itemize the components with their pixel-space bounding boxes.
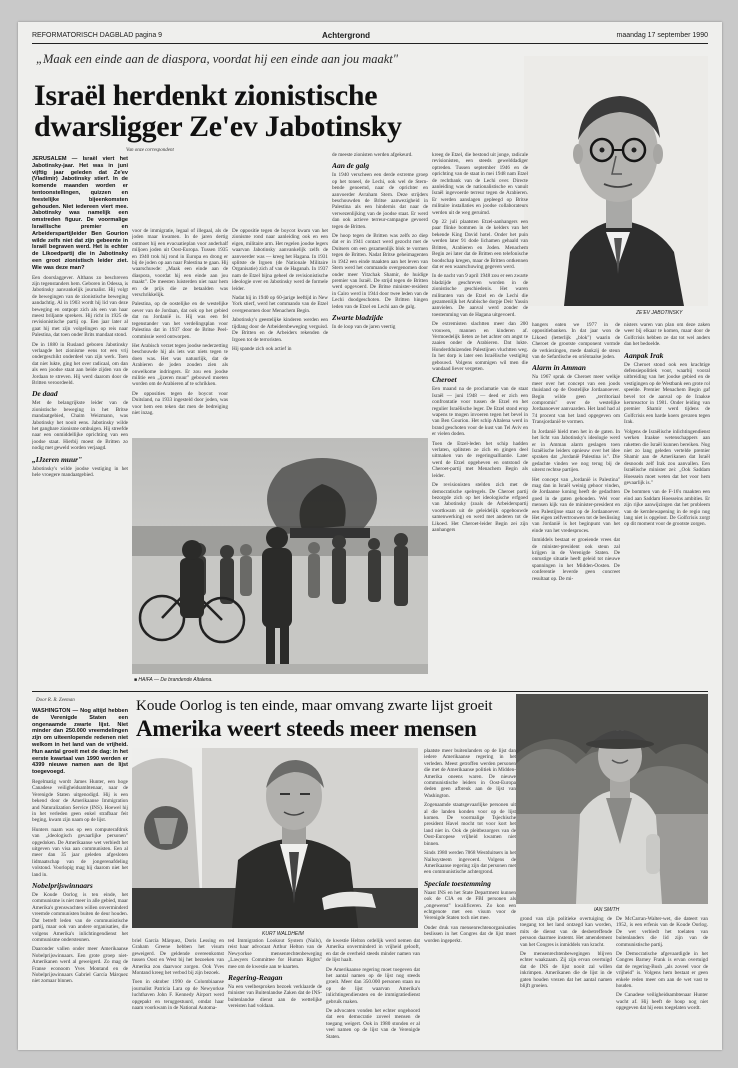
- article2-paragraph: Toen in oktober 1990 de Colombiaanse journalist Patricia Lara op de Newyorkse luchthaven John F. Kennedy Airport werd opgepakt en teruggestuurd, omdat haar naam voorkwam in de National Automa-: [132, 979, 224, 1012]
- article1-quote: „Maak een einde aan de diaspora, voordat hij een einde aan jou maakt": [36, 52, 399, 66]
- article2-column-5: [424, 748, 516, 1042]
- article1-paragraph: Het Arabisch verzet tegen joodse nederzetting beschouwde hij als iets wat niets tegen te doen was. Het was natuurlijk, dat de Arabieren de joden zouden zien als onwelkome indringers. Er zou een joodse militie een „ijzeren muur" gebouwd moeten worden om de Arabieren af te schrikken.: [132, 342, 228, 388]
- article2-paragraph: Na een veelbesproken bezoek verklaarde de minister van Buitenlandse Zaken dat de INS-buitenlandse dienst aan de wettelijke vereisten had voldaan.: [228, 984, 322, 1010]
- article1-subheading: Aanpak Irak: [624, 350, 664, 360]
- article1-column-5: [432, 152, 528, 690]
- ian-smith-photo: [516, 694, 708, 904]
- article1-subheading: Zwarte bladzijde: [332, 312, 384, 322]
- article1-paragraph: voor de immigratie, legaal of illegaal, als de joden maar kwamen. In de jaren dertig ontmoet hij een evacuatieplan voor anderhalf miljoen joden uit Oost-Europa. Tussen 1935 en 1940 trok hij rond in Europa en drong er bij de joden op aan naar Palestina te gaan. Hij waarschuwde: „Maak een einde aan de diaspora, voordat hij een einde aan jou maakt". De meesten luisterden niet naar hem en de prijs die ze betaalden was verschrikkelijk.: [132, 228, 228, 299]
- article1-paragraph: De extremisten slachtten meer dan 200 vrouwen, mannen en kinderen af. Vermoedelijk lieten ze het achter om angst te zaaien onder de Arabieren. Dat lukte. Honderdduizenden Palestijnen vluchtten weg. In het dorp is later een Israëlische vestiging gebouwd. Volgens sommigen wil men die wandaad liever vergeten.: [432, 321, 528, 372]
- article1-paragraph: Een doorslaggever. Althans zo beschreven zijn tegenstanders hem. Geboren in Odessa, is Jabotinsky aanvankelijk journalist. Hij volgt de bewegingen van de zionistische beweging aandachtig. Al in 1903 wordt hij lid van deze beweging en ontpopt zich als een van haar meest briljante sprekers. Hij richt in 1925 de revisionistische partij op. Een jaar later al gaat hij met zijn volgelingen op reis naar Palestina, dat toen onder Brits mandaat stond.: [32, 274, 128, 339]
- article2-paragraph: De advocaten vonden het echter ongehoord dat een democratie zoveel mensen de toegang weigert. Ook in 1980 stonden er al veel namen op de lijst van de Verenigde Staten.: [326, 1008, 420, 1040]
- article1-paragraph: In de nacht van 9 april 1948 zou er een zwarte bladzijde geschreven worden in de zionistische geschiedenis. Het waren militanten van de Etzel en de Lechi die gezamenlijk het Arabische dorpje Deir Yassin aanvielen. De aanval werd zonder de toestemming van de Hagana uitgevoerd.: [432, 273, 528, 318]
- article2-column-1: [32, 708, 128, 1042]
- article2-subheading: Regering-Reagan: [228, 973, 283, 983]
- article1-byline: Van onze correspondent: [126, 148, 174, 153]
- article1-paragraph: De opposities tegen de boycot voor Duitsland, na 1933 ingesteld door joden, was voor hem een teken dat men de bedreiging niet inzag.: [132, 390, 228, 416]
- article1-paragraph: De hoop tegen de Britten was zelfs zo diep dat er in 1941 contact werd gezocht met de Duitsers om een gezamenlijk blok te vormen tegen de Britten. Nadat Britse geheimagenten in 1942 een einde maakten aan het leven van Stern werd het commando overgenomen door onder meer Yitzchak Shamir, de huidige premier van Israël. De strijd tegen de Britten werd opgevoerd. De Britse minister-resident in Cairo werd in 1944 door twee leden van de Lechi doodgeschoten. De Britten hingen leden van de Etzel en Lechi aan de galg.: [332, 233, 428, 310]
- section-name: Achtergrond: [322, 31, 370, 40]
- article1-column-6: [532, 322, 620, 690]
- article1-paragraph: De bommen van de F-16's maakten een eind aan Saddam Hoesseins ambities. Er zijn rijke aanwijzingen dat het probleem van de kernbewapening in de regio nog lang niet is opgelost. De Golfcrisis zorgt op dit moment voor de grootste zorgen.: [624, 489, 710, 528]
- article2-paragraph: Regelmatig wordt James Hunter, een hoge Canadese veiligheidsambtenaar, naar de Verenigde Staten uitgenodigd. Hij is een bekend door de Amerikaanse Immigration and Naturalization Service (INS). Hoewel hij in het verleden geen enkel strafbaar feit beging, kwam zijn naam op de lijst.: [32, 778, 128, 824]
- article2-paragraph: De Koude Oorlog is ten einde, het communisme is niet meer in alle gebied, maar Amerika's grenswachten willen onverminderd vreemde communisten buiten de deur houden. Dat betreft leden van de communistische partij, maar ook van andere organisaties, die volgens Amerika's inlichtingendienst het communisme ondersteunen.: [32, 892, 128, 943]
- article1-paragraph: Nadat hij in 1940 op 60-jarige leeftijd in New York stierf, werd het commando van de Etzel overgenomen door Menachem Begin.: [232, 295, 328, 314]
- article2-paragraph: grond van zijn politieke overtuiging de toegang tot het land ontzegd kan worden, mits de dienst van de desbetreffende persoon daarmee instemt. Het amendement van het Congres is inmiddels van kracht.: [520, 916, 612, 948]
- article2-paragraph: Naast INS en het State Department kunnen ook de CIA en de FBI personen als „ongewenst" kwalificeren. Zo kon een echtgenote met een visum voor de Verenigde Staten toch niet mee.: [424, 889, 516, 922]
- article2-column-2: [132, 938, 224, 1042]
- article2-byline: Door R. R. Zeeman: [36, 698, 75, 703]
- article1-paragraph: de meeste zionisten werden afgekeurd.: [332, 152, 413, 158]
- article1-paragraph: In de loop van de jaren veertig: [332, 323, 396, 330]
- article1-column-3: [232, 228, 328, 434]
- article1-subheading: Aan de galg: [332, 161, 370, 171]
- article2-paragraph: De Amerikaanse regering moet toegeven dat het aantal namen op de lijst nog steeds groeit. Meer dan 350.000 personen staan nu op de lijst waarvan Amerika's inlichtingendiensten en de immigratiedienst gebruik maken.: [326, 966, 420, 1005]
- article1-headline: Israël herdenkt zionistische dwarsligger Ze'ev Jabotinsky: [34, 79, 402, 143]
- article2-subheading: Nobelprijswinnaars: [32, 881, 93, 891]
- article2-subheading: Speciale toestemming: [424, 878, 491, 888]
- article1-paragraph: Jabotinsky's wilde joodse vestiging in het hele vroegere mandaatgebied.: [32, 465, 128, 479]
- article2-column-7: [616, 916, 708, 1042]
- article2-paragraph: Daaronder vallen onder meer Amerikaanse Nobelprijswinnaars. Een grote groep niet-Amerikanen werd al geweigerd. Zo mag de Franse econoom Yves Montand en de Nobelprijswinnaars Gabriel García Márquez niet zomaar binnen.: [32, 946, 128, 985]
- waldheim-caption: KURT WALDHEIM: [262, 931, 304, 937]
- article1-subheading: De daad: [32, 389, 58, 399]
- article1-paragraph: Hij spande zich ook actief in: [232, 345, 292, 352]
- waldheim-photo: [132, 748, 418, 928]
- article1-column-7: [624, 322, 710, 690]
- article1-paragraph: De Cheroet stond ook een krachtige defensiepolitiek voor, waarbij vooral uitbreiding van het joodse gebied en de vestigingen op de Westbank een grote rol speelde. Premier Menachem Begin gaf bevel tot de aanval op de Iraakse kernreactor in 1981. Onder leiding van premier Shamir werd tijdens de Golfcrisis een harde koers gevaren tegen Irak.: [624, 361, 710, 426]
- article1-paragraph: Toen de Etzel-leden het schip hadden verlaten, splitsten ze zich en gingen deel uitmaken van de regeringsalliantie. Later werd de Etzel opgeheven en ontstond de Cheroet-partij met Menachem Begin als leider.: [432, 440, 528, 479]
- article1-paragraph: Een maand na de proclamatie van de staat Israël — juni 1948 — deed er zich een confrontatie voor tussen de Etzel en het regulier Israëlische leger. De Etzel stond erop wapens te mogen invoeren tegen het bevel in van Ben Gourion. Het schip Altalena werd in brand geschoten voor de kust van Tel Aviv en er vielen doden.: [432, 386, 528, 438]
- article2-lead: WASHINGTON — Nog altijd hebben de Verenigde Staten een ongenaamde zwarte lijst. Niet minder dan 250.000 vreemdelingen zijn om uiteenlopende redenen niet welkom in het land van de vrijheid. Hun aantal groeit met de dag: in het eerste kwartaal van 1990 werden er 4399 nieuwe namen aan de lijst toegevoegd.: [32, 708, 128, 776]
- article2-headline-top: Koude Oorlog is ten einde, maar omvang zwarte lijst groeit: [136, 698, 493, 714]
- article1-paragraph: Op 22 juli plaatsten Etzel-aanhangers een paar flinke bommen in de kelders van het bekende King David hotel. Onder het puin werden later 91 dode lichamen gehaald van Britten, Arabieren en Joden. Menachem Begin zei later dat de Britten een telefonische boodschap kregen, maar de Britten ontkennen dat er een waarschuwing gegeven werd.: [432, 219, 528, 270]
- article1-paragraph: Met de belangrijkste leider van de zionistische beweging in het Britse mandaatgebied, Chaim Weizmann, was Jabotinsky het nooit eens. Jabotinsky wilde het gangbare zionisme ombuigen. Hij streefde naar een onmiddellijke oprichting van een joodse staat. Hierbij moest de Britten zo nodig met geweld worden verjaagd.: [32, 400, 128, 452]
- article1-subheading: Cheroet: [432, 375, 457, 385]
- article1-paragraph: nisters waren van plan om deze zaken weer bij elkaar te komen, maar door de Golfcrisis hebben ze dat tot wel anders dan het bedoelde.: [624, 322, 710, 348]
- article1-paragraph: Na 1967 sprak de Cheroet meer welkje meer over het concept van een joods thuisland op de Oostelijke Jordaanoever. Begin wilde geen „territoriaal compromis" over de westelijke Jordaanoever aanvaarden. Het land had al 74 procent van het land opgegeven om Transjordanië te vormen.: [532, 374, 620, 426]
- article-divider: [32, 691, 708, 692]
- article1-subheading: Alarm in Amman: [532, 363, 586, 373]
- article2-paragraph: De McCarran-Walter-wet, die dateert van 1952, is een erfenis van de Koude Oorlog. De wet verbiedt het toelaten van buitenlanders die lid zijn van de communistische partij.: [616, 916, 708, 948]
- altalena-caption: ■ HAIFA — De brandende Altalena.: [134, 677, 213, 683]
- article2-column-6: [520, 916, 612, 1042]
- article1-paragraph: In 1940 verscheen een derde extreme groep op het toneel, de Lechi, ook wel de Stern-bende genoemd, naar de oprichter en aanvoerder Avraham Stern. Deze strijders beschouwden de Britse aanwezigheid in Palestina als een hindernis dat naar de verwezenlijking van de joodse staat. Er werd dan ook actieve terreur-campagne gevoerd tegen de Britten.: [332, 172, 428, 230]
- issue-date: maandag 17 september 1990: [616, 32, 708, 39]
- article2-paragraph: Sinds 1980 werden 7868 Westduitsers in het Nailssysteem ingevoerd. Volgens de Amerikaanse regering zijn dat personen met een communistische achtergrond.: [424, 850, 516, 876]
- article2-column-4: [326, 938, 420, 1042]
- article2-paragraph: plaatste meer buitenlanders op de lijst dan iedere Amerikaanse regering in het verleden. Meest getroffen werden personen die met de Amerikaanse politiek in Midden-Amerika oneens waren. De nieuwe communistische leiders in Oost-Europa deden geen afbreuk aan de lijst van Washington.: [424, 748, 516, 799]
- altalena-photo: [132, 438, 428, 674]
- article1-paragraph: Jabotinsky's geestelijke kinderen werden een tijdlang door de Arbeidersbeweging verguisd. De Britten en de Arbeiders rekenden de Irgoen tot de terroristen.: [232, 317, 328, 343]
- article2-paragraph: Zogenaamde staatsgevaarlijke personen uit al die landen konden voor op de lijst komen. De voormalige Tsjechische president Havel mocht tot voor kort het land niet in. Ook de pleitbezorgers van de Oost-Europese vrijheid kwamen niet binnen.: [424, 802, 516, 847]
- article1-subheading: „IJzeren muur": [32, 454, 83, 464]
- jabotinsky-caption: ZE'EV JABOTINSKY: [636, 310, 683, 316]
- article2-column-3: [228, 938, 322, 1042]
- article2-paragraph: briel García Márquez, Doris Lessing en Graham Greene hebben het visum geweigerd. De geldende overeenkomst tussen Oost en West bij het bezoeken van Amerika zou daarvoor zorgen. Ook Yves Montand kreeg het verbod bij zijn bezoek.: [132, 938, 224, 977]
- article2-headline-main: Amerika weert steeds meer mensen: [136, 716, 477, 741]
- article2-paragraph: De Canadese veiligheidsambtenaar Hunter wacht af. Hij heeft de hoop nog niet opgegeven dat hij eens toegelaten wordt.: [616, 992, 708, 1012]
- article2-paragraph: de kwestie Helton ordelijk werd nemen dat Amerika onverminderd in vrijheid gelooft, en dat de overheid steeds minder namen van de lijst haalt.: [326, 938, 420, 964]
- article1-lead: JERUSALEM — Israël viert het Jabotinsky-jaar. Het was in juni vijftig jaar geleden dat Ze'ev (Vladimir) Jabotinsky stierf. In de komende maanden worden er tentoonstellingen, quizzen en feestelijke bijeenkomsten gehouden. Niet iedereen viert mee. Jabotinsky was namelijk een omstreden figuur. De voormalige Israëlische premier en Arbeiderspartijleider Ben Gourion wilde zelfs niet dat zijn gebeente in Israël begraven werd. Het is echter de Likoedpartij die in Jabotinsky een groot zionistisch leider ziet. Wie was deze man?: [32, 156, 128, 271]
- article1-paragraph: kreeg de Etzel, die bestond uit jonge, radicale revisionisten, een steeds gewelddadiger optreden. Tussen september 1946 en de oprichting van de staat in mei 1948 nam Etzel de rechtbank van de Lechi over. Directe aanleiding was de nationalistische en vanuit Israël ingevoerde terreur tegen de Arabieren. Er werden aanslagen gepleegd op Britse militaire installaties en joodse collaborateurs werden uit de weg geruimd.: [432, 152, 528, 216]
- masthead: [32, 30, 708, 44]
- article1-paragraph: Palestina, op de oostelijke en de westelijke oever van de Jordaan, dat ook op het gebied dat nu Jordanië is. Hij was een fel tegenstander van het verdelingsplan voor Palestina dat in 1937 door de Britse Peel-commissie werd ontworpen.: [132, 301, 228, 340]
- jabotinsky-photo: [524, 56, 708, 306]
- article2-paragraph: Hunters naam was op een computerafdruk van „ideologisch gevaarlijke personen" opgedoken. De Amerikaanse wet verbiedt het uitgeven van visa aan communisten. Een al meer dan 35 jaar geleden afgesloten lidmaatschap van de jongerenafdeling volstond. Voorlopig mag hij daarom niet het land in.: [32, 826, 128, 878]
- article2-paragraph: De mensenrechtenbewegingen blijven echter waakzaam. Zij zijn ervan overtuigd dat de INS de lijst nooit zal willen inkrimpen. Amerikanen die de lijst in de gaten houden vrezen dat het aantal namen blijft groeien.: [520, 951, 612, 990]
- article1-paragraph: Volgens de Israëlische inlichtingendienst werken Iraakse wetenschappers aan raketten die Israël kunnen bereiken. Nog niet zo lang geleden vertelde premier Shamir aan de Amerikanen dat Israël desnoods zelf Irak zou aanvallen. Een Israëlische minister zei: „Ook Saddam Hoessein moet weten dat het voor hem gevaarlijk is.": [624, 428, 710, 486]
- article2-paragraph: Onder druk van mensenrechtenorganisaties beslissen in het Congres dat de lijst moet worden ingeperkt.: [424, 924, 516, 944]
- article1-paragraph: Inmiddels bestaat er groeiende vrees dat de minister-president ook steun zal krijgen in de Verenigde Staten. De onrustige situatie heeft geleid tot nieuwe spanningen in het Midden-Oosten. De conferentie leverde geen concreet resultaat op. De mi-: [532, 537, 620, 582]
- article1-paragraph: De oppositie tegen de boycot kwam van het zionisme rond naar aanleiding ook en een eigen, militaire arm. Het regelen joodse legers waarvan Jabotinsky aanvankelijk zelfs de aanvoerder was — kreeg het Hagana. In 1931 splitste de Irgoen (de Nationale Militaire Organisatie) zich af van de Haganah. In 1937 nam de Etzel bijna geheel de revisionistische ideologie over en Jabotinsky werd de formele leider.: [232, 228, 328, 292]
- article2-paragraph: De Democratische afgevaardigde in het Congres Barney Frank is ervan overtuigd dat de regering-Bush „als zoveel voor de vrijheid" is. Volgens hem bestaat er geen enkele reden meer om aan de wet vast te houden.: [616, 951, 708, 990]
- article1-column-4: [332, 152, 428, 434]
- article1-column-1: [32, 156, 128, 690]
- article1-paragraph: De revisionisten stelden zich met de democratische spelregels. De Cheroet partij bezorgde zich op het ideologische erfgoed van Jabotinsky (zoals de Arbeiderspartij voortkwam uit de geleidelijk opgebouwde samenwerking) en werd met anderen tot de Likoed. Het Cheroet-leider Begin zei zijn aanhangers: [432, 482, 528, 533]
- article1-column-2: [132, 228, 228, 434]
- article1-paragraph: In Jordanië hield men het in de gaten. In het licht van Jabotinsky's ideologie werd er in Amman alarm geslagen toen Israëlische leiders opnieuw over het idee spraken dat „Jordanië Palestina is". Die gedachte vinden we nog terug bij de uiterst rechtse partijen.: [532, 428, 620, 474]
- ian-smith-caption: IAN SMITH: [594, 907, 620, 913]
- article1-paragraph: De in 1880 in Rusland geboren Jabotinsky verlaagde het zionisme eens tot een vrij ondergeschikt onderdeel van zijn werk. Toen dat niet lukte, ging het over radicaal, om dan als een joodse staat aan beide zijden van de Jordaan te streven. Hij werd daarom door de Britten veroordeeld.: [32, 341, 128, 387]
- newspaper-page: [18, 22, 722, 1050]
- paper-name: REFORMATORISCH DAGBLAD pagina 9: [32, 32, 163, 39]
- article1-paragraph: Het concept van „Jordanië is Palestina" mag dan in Israël weinig gehoor vinden, de Jordaanse koning heeft de gedachten goed in de gaten gehouden. Wel voor mensen kijk van de minister-president en een Palestijnse staat op de Jordaanoever. Het eigen zelfvertrouwen tot de beslissing van Jordanië is het beginpunt van het einde van het vredesproces.: [532, 476, 620, 534]
- article2-paragraph: ted Immigration Lookout System (Nails), reist haar advocaat Arthur Helton van de Newyorkse mensenrechtenbeweging „Lawyers Committee for Human Rights" mee om de kwestie aan te kaarten.: [228, 938, 322, 970]
- article1-paragraph: hangers eaten we 1977 in de oppositiebanken. In dat jaar won de Likoed (letterlijk „blok") waarin de Cheroet de grootste component vormde de verkiezingen, mede dankzij de steun van de Sefardische en oriëntaalse joden.: [532, 322, 620, 361]
